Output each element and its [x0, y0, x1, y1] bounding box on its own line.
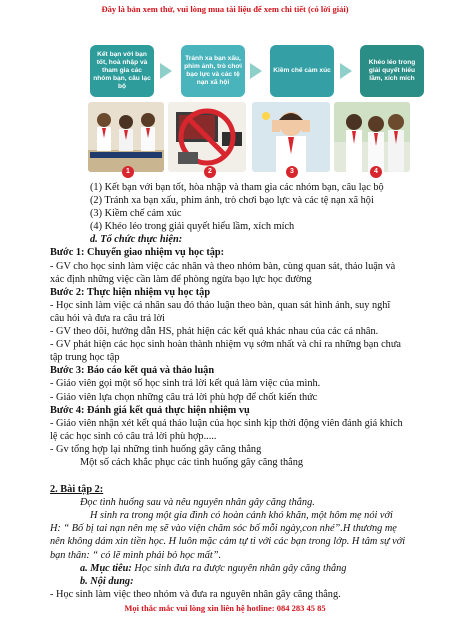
step-box-3: Kiềm chế cảm xúc [270, 45, 334, 97]
situation-text: H sinh ra trong một gia đình có hoàn cảnh khó khăn, một hôm mẹ nói với H: “ Bố bị tai nạn nên mẹ sẽ vào viện chăm sóc bố mỗi ngày,con nhé”.H thương mẹ nên không dám xin tiền học. H luôn mặc cảm tự ti với các bạn trong lớp. H tâm sự với bạn thân: “ có lẽ mình phải bỏ học mất”. [50, 510, 406, 561]
paragraph: - GV phát hiện các học sinh hoàn thành nhiệm vụ sớm nhất và chỉ ra những bạn chưa tập trung học tập [50, 339, 401, 364]
illustration-calm-image [252, 102, 330, 172]
illustration-number-2: 2 [204, 166, 216, 178]
document-body [50, 181, 406, 601]
steps-diagram [90, 45, 416, 101]
arrow-right-icon [250, 63, 262, 79]
step-heading-3: Bước 3: Báo cáo kết quả và thảo luận [50, 365, 215, 377]
illustration-resolve-conflict-image [334, 102, 410, 172]
illustration-number-3: 3 [286, 166, 298, 178]
paragraph: - GV theo dõi, hướng dẫn HS, phát hiện các kết quả khác nhau của các cá nhân. [50, 326, 379, 338]
illustration-number-1: 1 [122, 166, 134, 178]
objective-text: Học sinh đưa ra được nguyên nhân gây căng thẳng [131, 562, 347, 574]
paragraph: - Gv tổng hợp lại những tình huống gây căng thẳng [50, 443, 262, 455]
preview-notice: Đây là bản xem thử, vui lòng mua tài liệu để xem chi tiết (có lời giải) [101, 4, 349, 14]
step-heading-1: Bước 1: Chuyển giao nhiệm vụ học tập: [50, 247, 225, 259]
paragraph: - GV cho học sinh làm việc các nhân và theo nhóm bàn, cùng quan sát, thảo luận và xác định những việc cần làm để phòng ngừa bạo lực học đường [50, 260, 396, 285]
arrow-right-icon [160, 63, 172, 79]
illustration-number-4: 4 [370, 166, 382, 178]
paragraph: Một số cách khắc phục các tình huống gây căng thẳng [80, 456, 304, 468]
arrow-right-icon [340, 63, 352, 79]
paragraph: - Giáo viên nhận xét kết quả thảo luận của học sinh kịp thời động viên đánh giá khích lệ các học sinh có câu trả lời phù hợp..... [50, 417, 403, 442]
step-box-1: Kết bạn với bạn tốt, hoà nhập và tham gia các nhóm bạn, câu lạc bộ [90, 45, 154, 97]
list-item-1: (1) Kết bạn với bạn tốt, hòa nhập và tham gia các nhóm bạn, câu lạc bộ [90, 182, 384, 193]
exercise-heading: 2. Bài tập 2: [50, 484, 104, 496]
paragraph: - Học sinh làm việc cá nhân sau đó thảo luận theo bàn, quan sát hình ảnh, suy nghĩ câu hỏi và đưa ra câu trả lời [50, 299, 391, 324]
exercise-instruction: Đọc tình huống sau và nêu nguyên nhân gây căng thẳng. [80, 497, 315, 509]
list-item-3: (3) Kiềm chế cảm xúc [90, 208, 182, 220]
paragraph: - Học sinh làm việc theo nhóm và đưa ra nguyên nhân gây căng thẳng. [50, 588, 341, 600]
hotline-footer: Mọi thắc mắc vui lòng xin liên hệ hotline: 084 283 45 85 [124, 603, 326, 613]
step-box-2: Tránh xa bạn xấu, phim ảnh, trò chơi bạo lực và các tệ nạn xã hội [181, 45, 245, 97]
section-heading-organize: d. Tổ chức thực hiện: [90, 234, 183, 246]
illustration-avoid-violence-image [168, 102, 246, 172]
paragraph: - Giáo viên lựa chọn những câu trả lời phù hợp để chốt kiến thức [50, 391, 318, 403]
step-box-4: Khéo léo trong giải quyết hiểu lầm, xích mích [360, 45, 424, 97]
paragraph: - Giáo viên gọi một số học sinh trả lời kết quả làm việc của mình. [50, 378, 321, 390]
step-heading-4: Bước 4: Đánh giá kết quả thực hiện nhiệm vụ [50, 404, 250, 416]
step-heading-2: Bước 2: Thực hiện nhiệm vụ học tập [50, 286, 211, 298]
content-label: b. Nội dung: [80, 575, 134, 587]
illustration-friends-image [88, 102, 164, 172]
objective-label: a. Mục tiêu: [80, 562, 132, 574]
illustrations [88, 102, 408, 176]
list-item-4: (4) Khéo léo trong giải quyết hiểu lầm, xích mích [90, 221, 295, 233]
list-item-2: (2) Tránh xa bạn xấu, phim ảnh, trò chơi bạo lực và các tệ nạn xã hội [90, 195, 374, 207]
